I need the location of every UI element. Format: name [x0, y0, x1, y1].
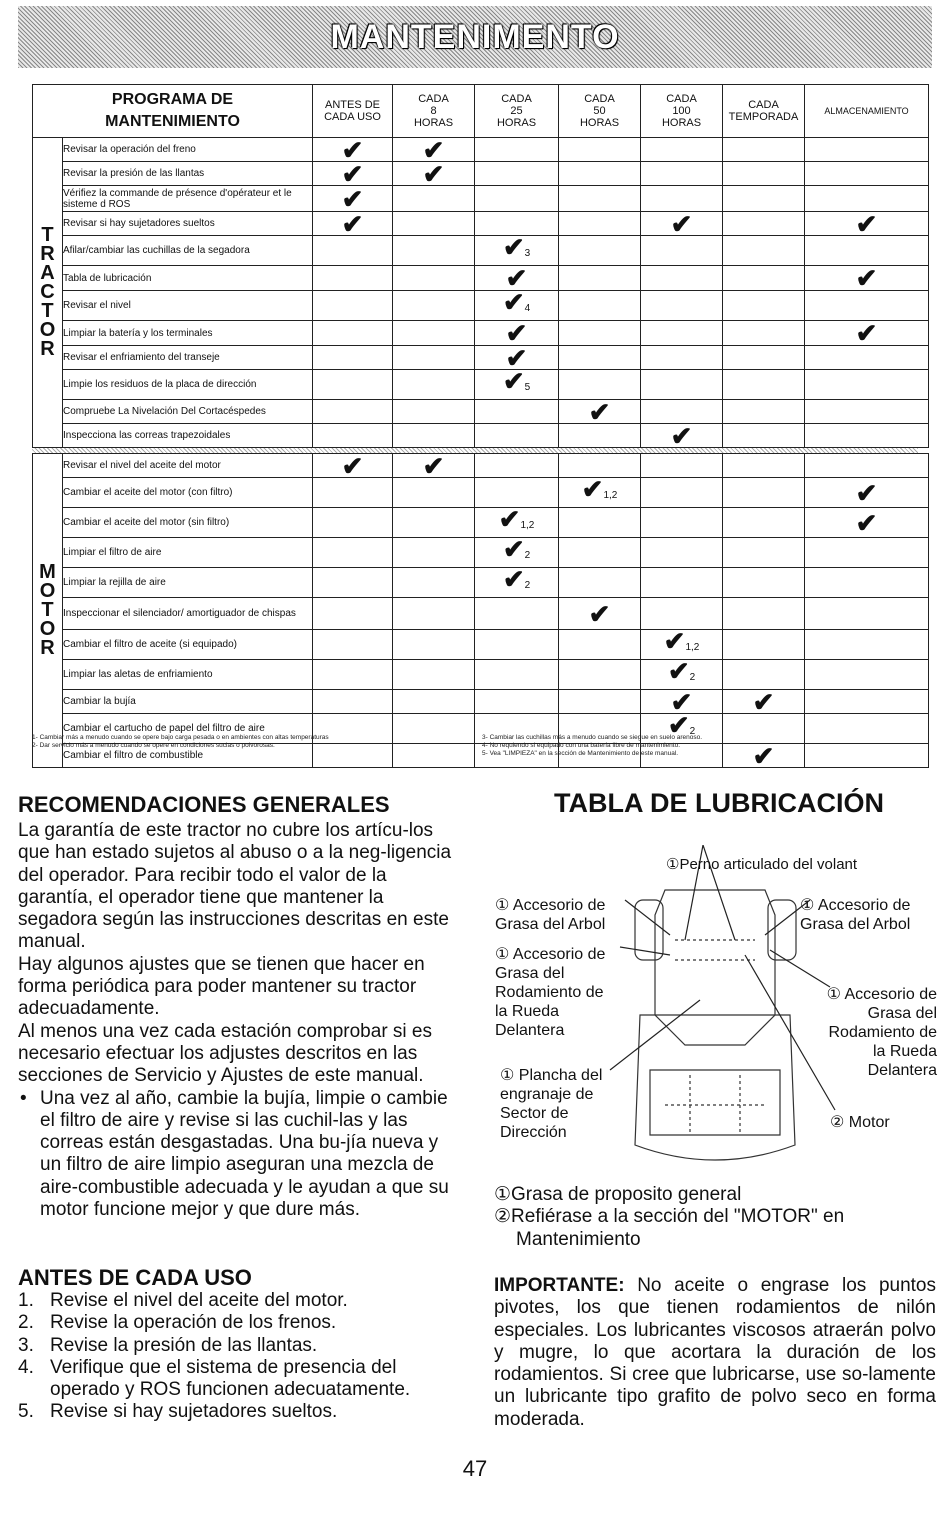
footnotes-right	[482, 734, 702, 758]
title-banner	[18, 6, 932, 68]
column-header	[313, 85, 393, 138]
task-label: Cambiar el cartucho de papel del filtro de aire	[63, 714, 313, 744]
task-label: Inspeccionar el silenciador/ amortiguador de chispas	[63, 598, 313, 630]
empty-cell	[723, 186, 805, 212]
empty-cell	[475, 400, 559, 424]
empty-cell	[313, 291, 393, 321]
checkmark-cell: ✔2	[475, 538, 559, 568]
empty-cell	[723, 266, 805, 291]
task-label: Tabla de lubricación	[63, 266, 313, 291]
column-header	[723, 85, 805, 138]
footnote-ref: 1,2	[685, 642, 700, 653]
task-label: Revisar el nivel	[63, 291, 313, 321]
empty-cell	[475, 138, 559, 162]
side-letter: A	[40, 262, 55, 284]
checkmark-cell: ✔	[723, 690, 805, 714]
empty-cell	[313, 538, 393, 568]
recommendations-text	[18, 820, 453, 1221]
checkmark-cell: ✔	[313, 138, 393, 162]
empty-cell	[805, 138, 929, 162]
empty-cell	[475, 424, 559, 448]
side-letter: R	[40, 338, 55, 360]
empty-cell	[641, 508, 723, 538]
lubrication-heading: TABLA DE LUBRICACIÓN	[554, 788, 884, 818]
checkmark-cell: ✔	[805, 508, 929, 538]
empty-cell	[313, 266, 393, 291]
empty-cell	[723, 212, 805, 236]
column-header-line: HORAS	[661, 117, 702, 129]
footnote-ref: 4	[524, 303, 531, 314]
list-item	[18, 1401, 453, 1423]
table-row	[33, 660, 929, 690]
checkmark-cell: ✔1,2	[559, 478, 641, 508]
column-header	[559, 85, 641, 138]
task-label: Revisar si hay sujetadores sueltos	[63, 212, 313, 236]
empty-cell	[393, 266, 475, 291]
empty-cell	[805, 400, 929, 424]
checkmark-cell: ✔	[805, 212, 929, 236]
table-row	[33, 538, 929, 568]
empty-cell	[475, 690, 559, 714]
empty-cell	[641, 538, 723, 568]
empty-cell	[723, 568, 805, 598]
side-letter: R	[40, 243, 55, 265]
empty-cell	[723, 291, 805, 321]
empty-cell	[313, 478, 393, 508]
table-row	[33, 598, 929, 630]
column-header-line: HORAS	[579, 117, 620, 129]
table-row	[33, 690, 929, 714]
empty-cell	[393, 370, 475, 400]
empty-cell	[313, 630, 393, 660]
task-label: Compruebe La Nivelación Del Cortacéspedes	[63, 400, 313, 424]
empty-cell	[723, 138, 805, 162]
column-header-line: CADA	[584, 93, 615, 105]
recommendations-heading: RECOMENDACIONES GENERALES	[18, 792, 390, 817]
legend-item: ②Refiérase a la sección del "MOTOR" en Mantenimiento	[494, 1206, 845, 1250]
empty-cell	[393, 744, 475, 768]
empty-cell	[805, 454, 929, 478]
empty-cell	[723, 400, 805, 424]
empty-cell	[805, 346, 929, 370]
empty-cell	[723, 236, 805, 266]
empty-cell	[641, 370, 723, 400]
checkmark-cell: ✔	[805, 321, 929, 346]
empty-cell	[559, 346, 641, 370]
checkmark-cell: ✔	[805, 478, 929, 508]
empty-cell	[805, 690, 929, 714]
checkmark-cell: ✔	[393, 138, 475, 162]
paragraph: La garantía de este tractor no cubre los artícu-los que han estado sujetos al abuso o a la neg-ligencia del operador. Para recibir todo el valor de la garantía, el operador tiene que mantener la segadora según las instrucciones descritas en este manual.	[18, 820, 452, 953]
column-header-line: HORAS	[496, 117, 537, 129]
column-header-line: CADA	[666, 93, 697, 105]
side-letter: O	[39, 618, 56, 640]
side-letter: T	[41, 300, 54, 322]
empty-cell	[805, 660, 929, 690]
column-header-line: 100	[672, 105, 691, 117]
column-header-line: TEMPORADA	[728, 111, 799, 123]
empty-cell	[393, 424, 475, 448]
legend-item: ①Grasa de proposito general	[494, 1184, 742, 1205]
empty-cell	[475, 454, 559, 478]
footnote-ref: 2	[524, 550, 531, 561]
empty-cell	[641, 266, 723, 291]
task-label: Limpiar el filtro de aire	[63, 538, 313, 568]
task-label: Vérifiez la commande de présence d'opérateur et le sisteme d ROS	[63, 186, 313, 212]
footnote-ref: 2	[689, 726, 696, 737]
checkmark-cell: ✔1,2	[475, 508, 559, 538]
item-number: 5.	[18, 1401, 34, 1423]
empty-cell	[641, 321, 723, 346]
label-motor: ② Motor	[830, 1114, 890, 1131]
empty-cell	[393, 186, 475, 212]
empty-cell	[723, 714, 805, 744]
table-row	[33, 321, 929, 346]
empty-cell	[559, 568, 641, 598]
table-row	[33, 370, 929, 400]
table-row	[33, 186, 929, 212]
footnote-ref: 1,2	[520, 520, 535, 531]
task-label: Afilar/cambiar las cuchillas de la segadora	[63, 236, 313, 266]
checkmark-cell: ✔	[559, 598, 641, 630]
empty-cell	[723, 508, 805, 538]
empty-cell	[393, 291, 475, 321]
empty-cell	[723, 454, 805, 478]
checkmark-cell: ✔	[393, 454, 475, 478]
column-header	[805, 85, 929, 138]
empty-cell	[559, 454, 641, 478]
program-header-line: MANTENIMIENTO	[105, 113, 240, 130]
paragraph: Al menos una vez cada estación comprobar si es necesario efectuar los adjustes descritos en las secciones de Servicio y Ajustes de este manual.	[18, 1020, 432, 1087]
checkmark-cell: ✔	[313, 212, 393, 236]
list-item	[18, 1357, 453, 1402]
empty-cell	[559, 291, 641, 321]
footnote-ref: 2	[524, 580, 531, 591]
empty-cell	[805, 236, 929, 266]
empty-cell	[559, 236, 641, 266]
program-header	[33, 85, 313, 138]
column-header-line: 8	[430, 105, 437, 117]
column-header-line: 25	[510, 105, 523, 117]
empty-cell	[641, 138, 723, 162]
task-label: Limpiar la batería y los terminales	[63, 321, 313, 346]
empty-cell	[393, 400, 475, 424]
important-note	[494, 1275, 936, 1431]
empty-cell	[559, 630, 641, 660]
item-number: 1.	[18, 1290, 34, 1311]
table-row	[33, 568, 929, 598]
checkmark-cell: ✔4	[475, 291, 559, 321]
empty-cell	[313, 568, 393, 598]
table-row	[33, 508, 929, 538]
empty-cell	[393, 538, 475, 568]
task-label: Limpiar la rejilla de aire	[63, 568, 313, 598]
important-label: IMPORTANTE:	[494, 1275, 625, 1296]
item-text: Revise la presión de las llantas.	[50, 1334, 318, 1356]
item-text: Revise la operación de los frenos.	[50, 1312, 337, 1334]
footnote: 4- No requiendo si equipado con una batería libre de mantenimiento.	[482, 742, 681, 749]
page-number: 47	[462, 1456, 488, 1481]
checkmark-cell: ✔	[641, 690, 723, 714]
checkmark-cell: ✔	[475, 346, 559, 370]
motor-side-label	[33, 454, 63, 768]
checkmark-cell: ✔5	[475, 370, 559, 400]
empty-cell	[805, 744, 929, 768]
table-row	[33, 162, 929, 186]
empty-cell	[805, 630, 929, 660]
empty-cell	[723, 538, 805, 568]
empty-cell	[641, 186, 723, 212]
empty-cell	[475, 212, 559, 236]
empty-cell	[313, 690, 393, 714]
task-label: Cambiar el aceite del motor (con filtro)	[63, 478, 313, 508]
footnote: 3- Cambiar las cuchillas más a menudo cuando se siegue en suelo arenoso.	[482, 734, 703, 741]
empty-cell	[641, 454, 723, 478]
empty-cell	[805, 568, 929, 598]
empty-cell	[641, 236, 723, 266]
table-row	[33, 630, 929, 660]
empty-cell	[641, 478, 723, 508]
task-label: Limpiar las aletas de enfriamiento	[63, 660, 313, 690]
item-number: 2.	[18, 1312, 34, 1334]
footnote-ref: 3	[524, 248, 531, 259]
checkmark-cell: ✔2	[641, 660, 723, 690]
empty-cell	[641, 400, 723, 424]
empty-cell	[313, 660, 393, 690]
item-text: Verifique que el sistema de presencia del operado y ROS funcionen adecuatamente.	[50, 1356, 411, 1401]
empty-cell	[805, 538, 929, 568]
empty-cell	[313, 370, 393, 400]
side-letter: C	[40, 281, 55, 303]
empty-cell	[559, 508, 641, 538]
task-label: Cambiar el aceite del motor (sin filtro)	[63, 508, 313, 538]
tractor-side-label	[33, 138, 63, 448]
schedule-table	[32, 84, 929, 768]
empty-cell	[393, 478, 475, 508]
empty-cell	[475, 186, 559, 212]
empty-cell	[475, 630, 559, 660]
checkmark-cell: ✔	[641, 424, 723, 448]
empty-cell	[723, 346, 805, 370]
task-label: Revisar la operación del freno	[63, 138, 313, 162]
bullet-item: • Una vez al año, cambie la bujía, limpie o cambie el filtro de aire y revise si las cuchil-las y las correas están desgastadas. Una bu-jía nueva y un filtro de aire limpio aseguran una mezcla de aire-combustible adecuada y le ayudan a que su motor funcione mejor y que dure más.	[40, 1088, 453, 1222]
empty-cell	[313, 346, 393, 370]
checkmark-cell: ✔3	[475, 236, 559, 266]
side-letter: T	[41, 599, 54, 621]
empty-cell	[393, 630, 475, 660]
lubrication-legend	[494, 1184, 934, 1251]
empty-cell	[805, 291, 929, 321]
empty-cell	[393, 714, 475, 744]
empty-cell	[475, 660, 559, 690]
side-letter: T	[41, 224, 54, 246]
checkmark-cell: ✔2	[475, 568, 559, 598]
empty-cell	[805, 714, 929, 744]
empty-cell	[393, 321, 475, 346]
checkmark-cell: ✔	[559, 400, 641, 424]
empty-cell	[723, 478, 805, 508]
checkmark-cell: ✔	[475, 321, 559, 346]
empty-cell	[559, 370, 641, 400]
empty-cell	[723, 660, 805, 690]
paragraph: Hay algunos ajustes que se tienen que hacer en forma periódica para poder mantener su tractor adecuadamente.	[18, 953, 425, 1020]
empty-cell	[723, 321, 805, 346]
footnote-ref: 1,2	[603, 490, 618, 501]
page-title: MANTENIMENTO	[330, 17, 620, 56]
empty-cell	[475, 162, 559, 186]
empty-cell	[393, 212, 475, 236]
empty-cell	[723, 370, 805, 400]
footnote: 2- Dar servicio más a menudo cuando se opere en condiciones sucias o polvorosas.	[32, 742, 275, 749]
label-plate: ① Plancha del engranaje de Sector de Dirección	[500, 1067, 603, 1141]
empty-cell	[559, 321, 641, 346]
footnote-ref: 5	[524, 382, 531, 393]
empty-cell	[559, 538, 641, 568]
checkmark-cell: ✔	[313, 162, 393, 186]
important-text: No aceite o engrase los puntos pivotes, los que tienen rodamientos de nilón especiales. Los lubricantes viscosos atraerán polvo y mugre, lo que acortara la duración de los rodamientos. Si cree que lubricarse, use so-lamente un lubricante tipo grafito de polvo seco en forma moderada.	[494, 1275, 936, 1430]
before-use-list	[18, 1290, 453, 1424]
table-row	[33, 346, 929, 370]
empty-cell	[641, 598, 723, 630]
empty-cell	[313, 400, 393, 424]
empty-cell	[641, 162, 723, 186]
column-header-line: 50	[593, 105, 606, 117]
label-right-wheel: ① Accesorio de Grasa del Rodamiento de la Rueda Delantera	[826, 986, 937, 1079]
empty-cell	[641, 568, 723, 598]
column-header-line: CADA USO	[324, 111, 381, 123]
footnote-ref: 2	[689, 672, 696, 683]
empty-cell	[559, 266, 641, 291]
empty-cell	[805, 370, 929, 400]
empty-cell	[723, 162, 805, 186]
table-row	[33, 266, 929, 291]
table-row	[33, 454, 929, 478]
empty-cell	[723, 630, 805, 660]
empty-cell	[393, 236, 475, 266]
side-letter: R	[40, 637, 55, 659]
empty-cell	[559, 660, 641, 690]
empty-cell	[559, 138, 641, 162]
item-number: 3.	[18, 1334, 34, 1356]
empty-cell	[393, 508, 475, 538]
empty-cell	[805, 598, 929, 630]
task-label: Cambiar el filtro de aceite (si equipado)	[63, 630, 313, 660]
empty-cell	[559, 212, 641, 236]
column-header-line: ANTES DE	[324, 99, 380, 111]
footnotes-left	[32, 734, 329, 750]
list-item	[18, 1290, 453, 1312]
empty-cell	[313, 424, 393, 448]
empty-cell	[393, 346, 475, 370]
empty-cell	[559, 690, 641, 714]
empty-cell	[805, 424, 929, 448]
checkmark-cell: ✔	[723, 744, 805, 768]
empty-cell	[805, 162, 929, 186]
label-left-shaft: ① Accesorio de Grasa del Arbol	[495, 897, 606, 933]
empty-cell	[805, 186, 929, 212]
checkmark-cell: ✔	[393, 162, 475, 186]
empty-cell	[641, 291, 723, 321]
empty-cell	[641, 346, 723, 370]
side-letter: M	[39, 561, 56, 583]
table-row	[33, 400, 929, 424]
checkmark-cell: ✔	[641, 212, 723, 236]
label-left-wheel: ① Accesorio de Grasa del Rodamiento de la Rueda Delantera	[495, 946, 606, 1039]
task-label: Revisar la presión de las llantas	[63, 162, 313, 186]
list-item	[18, 1312, 453, 1334]
empty-cell	[393, 598, 475, 630]
empty-cell	[313, 598, 393, 630]
empty-cell	[313, 508, 393, 538]
program-header-line: PROGRAMA DE	[111, 91, 234, 108]
empty-cell	[559, 186, 641, 212]
side-letter: O	[39, 319, 56, 341]
footnote: 5- Vea "LIMPIEZA" en la sección de Mantenimiento de este manual.	[482, 750, 679, 757]
task-label: Cambiar la bujía	[63, 690, 313, 714]
table-row	[33, 236, 929, 266]
table-row	[33, 478, 929, 508]
empty-cell	[313, 321, 393, 346]
task-label: Inspecciona las correas trapezoidales	[63, 424, 313, 448]
item-text: Revise si hay sujetadores sueltos.	[50, 1401, 338, 1423]
column-header	[393, 85, 475, 138]
column-header-line: CADA	[501, 93, 532, 105]
list-item	[18, 1335, 453, 1357]
empty-cell	[723, 598, 805, 630]
footnote: 1- Cambiar más a menudo cuando se opere bajo carga pesada o en ambientes con altas temperaturas	[32, 734, 329, 741]
column-header-line: HORAS	[413, 117, 454, 129]
empty-cell	[393, 660, 475, 690]
label-pivot: ①Perno articulado del volant	[666, 856, 858, 873]
checkmark-cell: ✔	[805, 266, 929, 291]
checkmark-cell: ✔1,2	[641, 630, 723, 660]
task-label: Revisar el enfriamiento del transeje	[63, 346, 313, 370]
column-header-line: ALMACENAMIENTO	[824, 106, 909, 116]
empty-cell	[559, 162, 641, 186]
empty-cell	[475, 478, 559, 508]
item-text: Revise el nivel del aceite del motor.	[50, 1290, 348, 1311]
column-header-line: CADA	[418, 93, 449, 105]
table-row	[33, 424, 929, 448]
checkmark-cell: ✔2	[641, 714, 723, 744]
item-number: 4.	[18, 1356, 34, 1378]
column-header-line: CADA	[748, 99, 779, 111]
column-header	[641, 85, 723, 138]
empty-cell	[475, 598, 559, 630]
task-label: Revisar el nivel del aceite del motor	[63, 454, 313, 478]
table-row	[33, 291, 929, 321]
before-use-heading: ANTES DE CADA USO	[18, 1265, 252, 1290]
checkmark-cell: ✔	[313, 454, 393, 478]
column-header	[475, 85, 559, 138]
empty-cell	[723, 424, 805, 448]
side-letter: O	[39, 580, 56, 602]
label-right-shaft: ① Accesorio de Grasa del Arbol	[800, 897, 911, 933]
empty-cell	[559, 424, 641, 448]
checkmark-cell: ✔	[475, 266, 559, 291]
task-label: Limpie los residuos de la placa de dirección	[63, 370, 313, 400]
checkmark-cell: ✔	[313, 186, 393, 212]
task-label: Cambiar el filtro de combustible	[63, 744, 313, 768]
table-row	[33, 212, 929, 236]
empty-cell	[393, 568, 475, 598]
empty-cell	[393, 690, 475, 714]
empty-cell	[313, 236, 393, 266]
table-row	[33, 138, 929, 162]
